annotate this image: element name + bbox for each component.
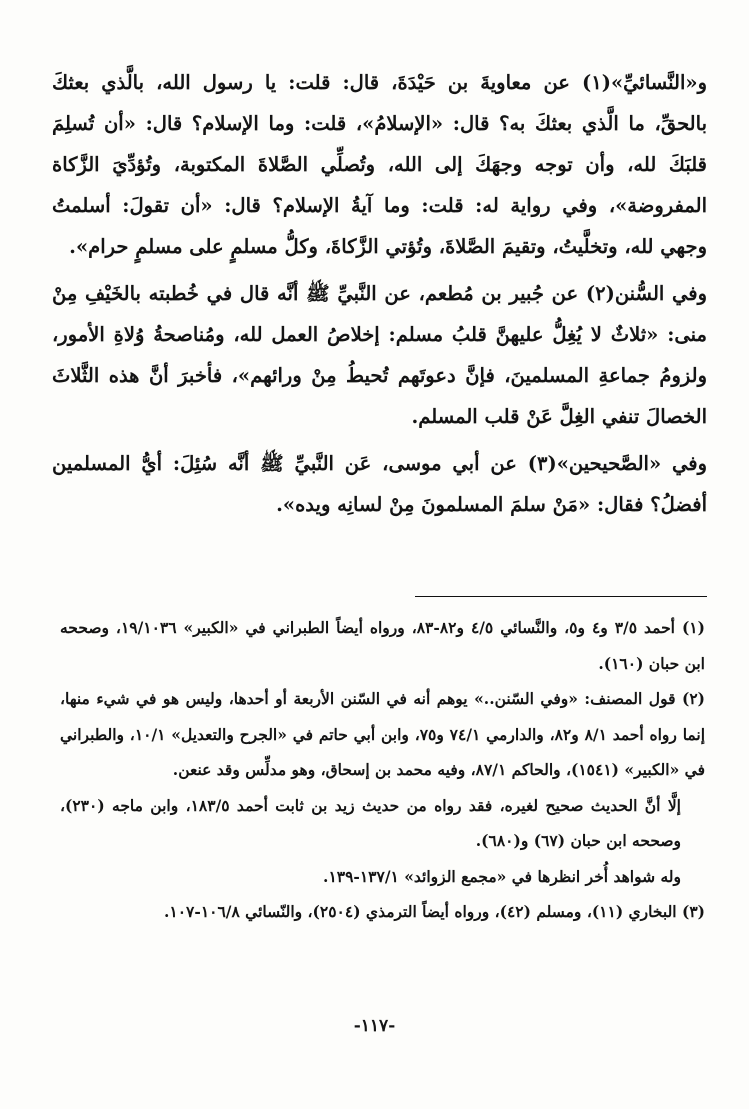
footnote-2-continuation: إلَّا أنَّ الحديث صحيح لغيره، فقد رواه من حديث زيد بن ثابت أحمد ١٨٣/٥، وابن ماجه (٢٣٠)، وصححه ابن حبان (٦٧) و(٦٨٠). [60, 795, 681, 850]
footnote-3: (٣) البخاري (١١)، ومسلم (٤٢)، ورواه أيضاً الترمذي (٢٥٠٤)، والنّسائي ١٠٦/٨-١٠٧. [163, 902, 705, 921]
paragraph-sahihain-hadith: وفي «الصَّحيحين»(٣) عن أبي موسى، عَن النَّبيِّ ﷺ أنَّه سُئِلَ: أيُّ المسلمين أفضلُ؟ فقال: «مَنْ سلمَ المسلمونَ مِنْ لسانِه ويده». [52, 452, 707, 516]
page-number: -١١٧- [353, 1016, 396, 1036]
footnote-separator [415, 596, 707, 597]
main-text [52, 62, 707, 525]
footnote-1: (١) أحمد ٣/٥ و٤ و٥، والنَّسائي ٤/٥ و٨٢-٨٣، ورواه أيضاً الطبراني في «الكبير» ١٩/١٠٣٦، وصححه ابن حبان (١٦٠). [60, 618, 705, 673]
paragraph-sunan-hadith: وفي السُّنن(٢) عن جُبير بن مُطعم، عن النَّبيِّ ﷺ أنَّه قال في خُطبته بالخَيْفِ مِنْ منى: «ثلاثٌ لا يُغِلُّ عليهنَّ قلبُ مسلم: إخلاصُ العمل لله، ومُناصحةُ وُلاةِ الأمور، ولزومُ جماعةِ المسلمينَ، فإنَّ دعوتَهم تُحيطُ مِنْ ورائهم»، فأخبرَ أنَّ هذه الثَّلاثَ الخصالَ تنفي الغِلَّ عَنْ قلب المسلم. [52, 282, 707, 428]
footnote-2-shawahid: وله شواهد أُخر انظرها في «مجمع الزوائد» ١٣٧/١-١٣٩. [323, 866, 681, 886]
footnotes [60, 610, 705, 930]
footnote-2: (٢) قول المصنف: «وفي السّنن..» يوهم أنه في السّنن الأربعة أو أحدها، وليس هو في شيء منها، إنما رواه أحمد ٨/١ و٨٢، والدارمي ٧٤/١ و٧٥، وابن أبي حاتم في «الجرح والتعديل» ١٠/١، والطبراني في «الكبير» (١٥٤١)، والحاكم ٨٧/١، وفيه محمد بن إسحاق، وهو مدلِّس وقد عنعن. [60, 689, 706, 779]
paragraph-nasai-hadith: و«النَّسائيِّ»(١) عن معاويةَ بن حَيْدَةَ، قال: قلت: يا رسول الله، بالَّذي بعثكَ بالحقِّ، ما الَّذي بعثكَ به؟ قال: «الإسلامُ»، قلت: وما الإسلام؟ قال: «أن تُسلِمَ قلبَكَ لله، وأن توجه وجهَكَ إلى الله، وتُصلِّي الصَّلاةَ المكتوبة، وتُؤدِّيَ الزَّكاة المفروضة»، وفي رواية له: قلت: وما آيةُ الإسلام؟ قال: «أن تقولَ: أسلمتُ وجهي لله، وتخلَّيتُ، وتقيمَ الصَّلاةَ، وتُؤتي الزَّكاةَ، وكلُّ مسلمٍ على مسلمٍ حرام». [52, 71, 707, 258]
